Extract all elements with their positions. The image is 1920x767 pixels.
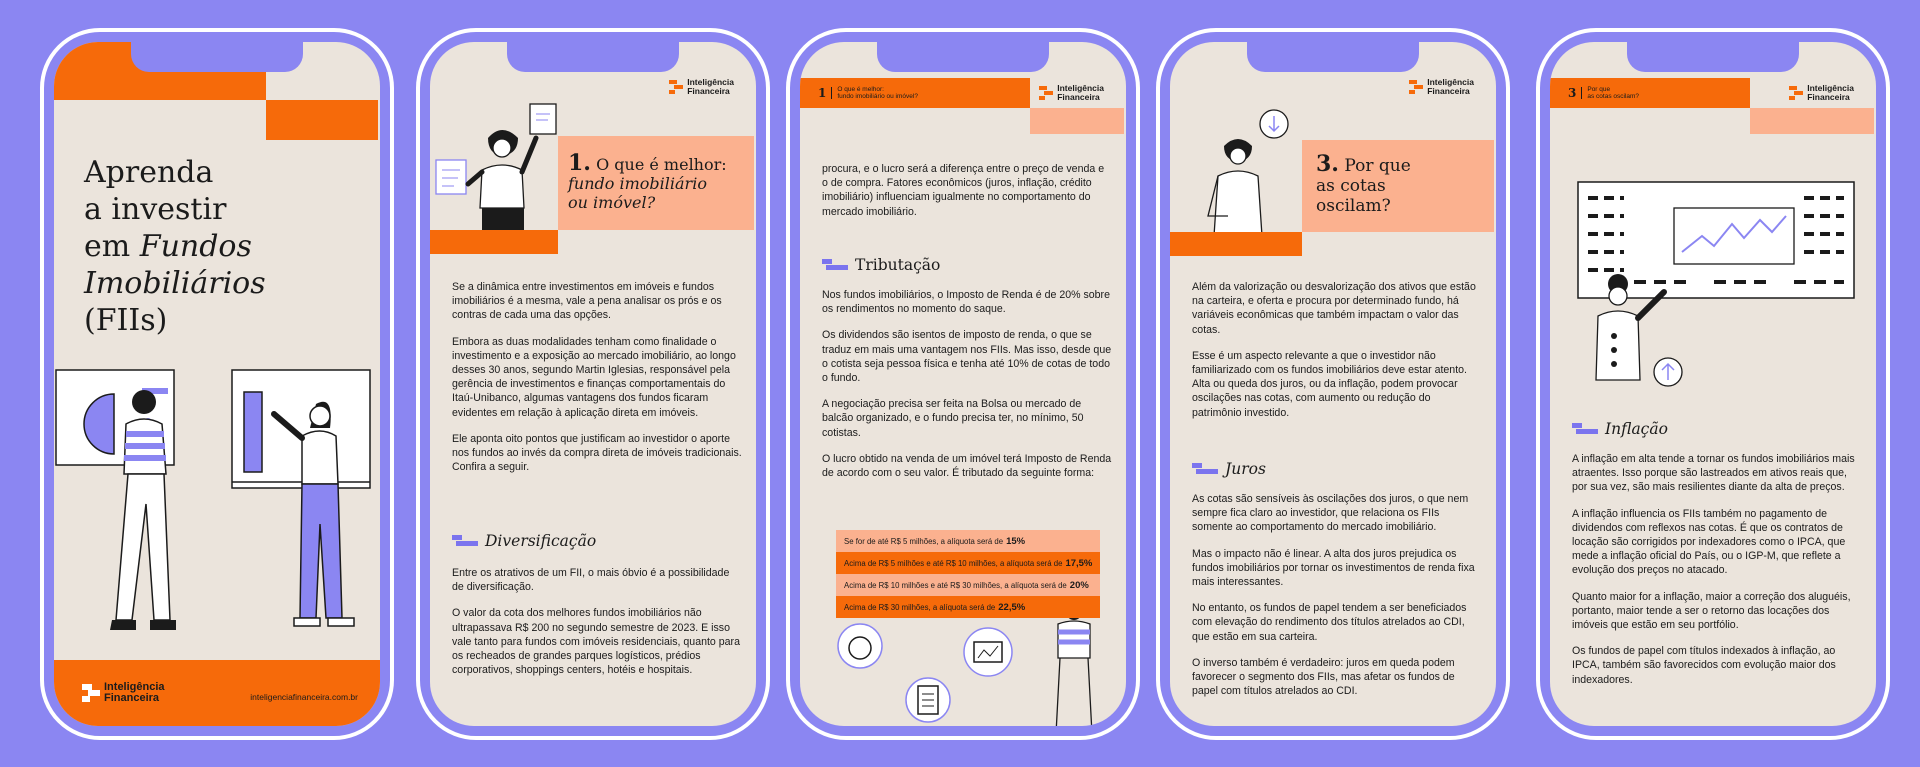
header-peach-block <box>1030 108 1124 134</box>
brand-logo-icon <box>669 80 683 94</box>
section-heading: 3. Por que as cotas oscilam? <box>1316 151 1411 216</box>
section-title-juros: Juros <box>1192 460 1266 478</box>
diversificacao-text: Entre os atrativos de um FII, o mais óbvio é a possibilidade de diversificação. O valor da cota dos melhores fundos imobiliários não ultrapassava R$ 200 no segundo semestre de 2023. E isso vale tanto para fundos com imóveis residenciais, quanto para os recheados de grandes parques logísticos, prédios corporativos, shoppings centers, hotéis e hospitais. <box>452 567 740 677</box>
intro-text: Se a dinâmica entre investimentos em imóveis e fundos imobiliários é a mesma, vale a pena analisar os prós e os contras de cada uma das opções. Embora as duas modalidades tenham como finalidade o investimento e a exposição ao mercado imobiliário, ao longo desses 30 anos, segundo Martin Iglesias, responsável pela gerência de investimentos e finanças comportamentais do Itaú-Unibanco, algumas vantagens dos fundos ficaram evidentes em relação à aplicação direta em imóveis. Ele aponta oito pontos que justificam ao investidor o aporte nos fundos ao invés da compra direta de imóveis tradicionais. Confira a seguir. <box>452 281 742 474</box>
phone-frame-cover <box>40 28 394 740</box>
intro-text: procura, e o lucro será a diferença entre o preço de venda e o de compra. Fatores econômicos (juros, inflação, crédito imobiliário) influenciam igualmente no comportamento do mercado imobiliário. <box>822 163 1105 218</box>
brand-logo-icon <box>1789 86 1803 100</box>
brand-logo-icon <box>82 684 100 702</box>
phone-frame-inflacao <box>1536 28 1890 740</box>
header-peach-block <box>1750 108 1874 134</box>
brand-logo-icon <box>1039 86 1053 100</box>
inflacao-text: A inflação em alta tende a tornar os fundos imobiliários mais atraentes. Isso porque são lastreados em ativos reais que, por sua vez, são mais resilientes diante da alta de preços. A inflação influencia os FIIs também no pagamento de dividendos com reflexos nas cotas. É que os contratos de locação são corrigidos por indexadores como o IPCA, que mede a inflação oficial do País, ou o IGP-M, que reflete a evolução dos preços no atacado. Quanto maior for a inflação, maior a correção dos aluguéis, portanto, maior tende a ser o retorno das locações dos imóveis que estão em seu portfólio. Os fundos de papel com títulos indexados à inflação, ao IPCA, também são favorecidos com evolução maior dos indexadores. <box>1572 453 1855 686</box>
phone-frame-section-1 <box>416 28 770 740</box>
section-3-screen[interactable] <box>1170 42 1496 726</box>
section-heading: 1. O que é melhor: fundo imobiliário ou imóvel? <box>568 150 727 212</box>
section-bars-icon <box>822 259 848 271</box>
section-bars-icon <box>452 535 478 547</box>
phone-frame-section-3 <box>1156 28 1510 740</box>
tax-row: Acima de R$ 5 milhões e até R$ 10 milhões, a alíquota será de 17,5% <box>836 552 1100 574</box>
tax-row: Se for de até R$ 5 milhões, a alíquota será de 15% <box>836 530 1100 552</box>
intro-text: Além da valorização ou desvalorização dos ativos que estão na carteira, e oferta e procura por determinado fundo, há variáveis econômicas que também impactam o valor das cotas. Esse é um aspecto relevante a que o investidor não familiarizado com os fundos imobiliários deve estar atento. Alta ou queda dos juros, ou da inflação, podem provocar oscilações nas cotas, com aumento ou redução do patrimônio investido. <box>1192 281 1476 419</box>
brand-logo-text: Inteligência Financeira <box>1427 77 1474 96</box>
section-1-screen[interactable] <box>430 42 756 726</box>
person-with-board-illustration <box>432 98 562 238</box>
brand-logo[interactable] <box>1039 84 1104 102</box>
cover-title: Aprenda a investir em Fundos Imobiliários (FIIs) <box>84 155 266 338</box>
breadcrumb[interactable]: 1 O que é melhor: fundo imobiliário ou imóvel? <box>818 85 918 100</box>
juros-text: As cotas são sensíveis às oscilações dos juros, o que nem sempre fica claro ao investidor, que relaciona os FIIs somente ao comportamento do mercado imobiliário. Mas o impacto não é linear. A alta dos juros prejudica os fundos imobiliários por tornar os investimentos de renda fixa mais interessantes. No entanto, os fundos de papel tendem a ser beneficiados com elevação do rendimento dos títulos atrelados ao CDI, que estão em sua carteira. O inverso também é verdadeiro: juros em queda podem favorecer o segmento dos FIIs, mas afetar os fundos de papel com títulos atrelados ao CDI. <box>1192 493 1475 698</box>
tax-row: Acima de R$ 10 milhões e até R$ 30 milhões, a alíquota será de 20% <box>836 574 1100 596</box>
brand-logo-text: Inteligência Financeira <box>104 681 165 704</box>
section-title-tributacao: Tributação <box>822 256 940 274</box>
cover-illustration <box>54 364 378 644</box>
brand-logo[interactable] <box>1789 84 1854 102</box>
phone-notch <box>877 42 1049 72</box>
phone-notch <box>1627 42 1799 72</box>
finance-icons-illustration <box>820 618 1110 726</box>
decor-orange-block <box>1170 232 1302 256</box>
section-bars-icon <box>1192 463 1218 475</box>
brand-logo[interactable] <box>82 682 165 704</box>
brand-logo-text: Inteligência Financeira <box>687 77 734 96</box>
brand-logo-text: Inteligência Financeira <box>1057 83 1104 102</box>
tax-row: Acima de R$ 30 milhões, a alíquota será de 22,5% <box>836 596 1100 618</box>
brand-logo[interactable] <box>1409 78 1474 96</box>
inflacao-screen[interactable] <box>1550 42 1876 726</box>
brand-logo-icon <box>1409 80 1423 94</box>
phone-notch <box>507 42 679 72</box>
brand-logo[interactable] <box>669 78 734 96</box>
brand-logo-text: Inteligência Financeira <box>1807 83 1854 102</box>
decor-orange-block <box>266 100 378 140</box>
tax-rate-table <box>836 530 1100 618</box>
section-title-diversificacao: Diversificação <box>452 532 596 550</box>
website-link[interactable]: inteligenciafinanceira.com.br <box>250 692 358 702</box>
dashboard-person-illustration <box>1564 172 1864 412</box>
phone-frame-tributacao <box>786 28 1140 740</box>
tributacao-screen[interactable] <box>800 42 1126 726</box>
section-title-inflacao: Inflação <box>1572 420 1668 438</box>
cover-screen[interactable] <box>54 42 380 726</box>
phone-notch <box>131 42 303 72</box>
breadcrumb[interactable]: 3 Por que as cotas oscilam? <box>1568 85 1640 100</box>
section-bars-icon <box>1572 423 1598 435</box>
decor-orange-block <box>430 230 558 254</box>
phone-notch <box>1247 42 1419 72</box>
tributacao-text: Nos fundos imobiliários, o Imposto de Renda é de 20% sobre os rendimentos no momento do saque. Os dividendos são isentos de imposto de renda, o que se traduz em mais uma vantagem nos FIIs. Mas isso, desde que o cotista seja pessoa física e tenha até 10% de cotas de todo o fundo. A negociação precisa ser feita na Bolsa ou mercado de balcão organizado, e o fundo precisa ter, no mínimo, 50 cotistas. O lucro obtido na venda de um imóvel terá Imposto de Renda de acordo com o seu valor. É tributado da seguinte forma: <box>822 289 1112 480</box>
